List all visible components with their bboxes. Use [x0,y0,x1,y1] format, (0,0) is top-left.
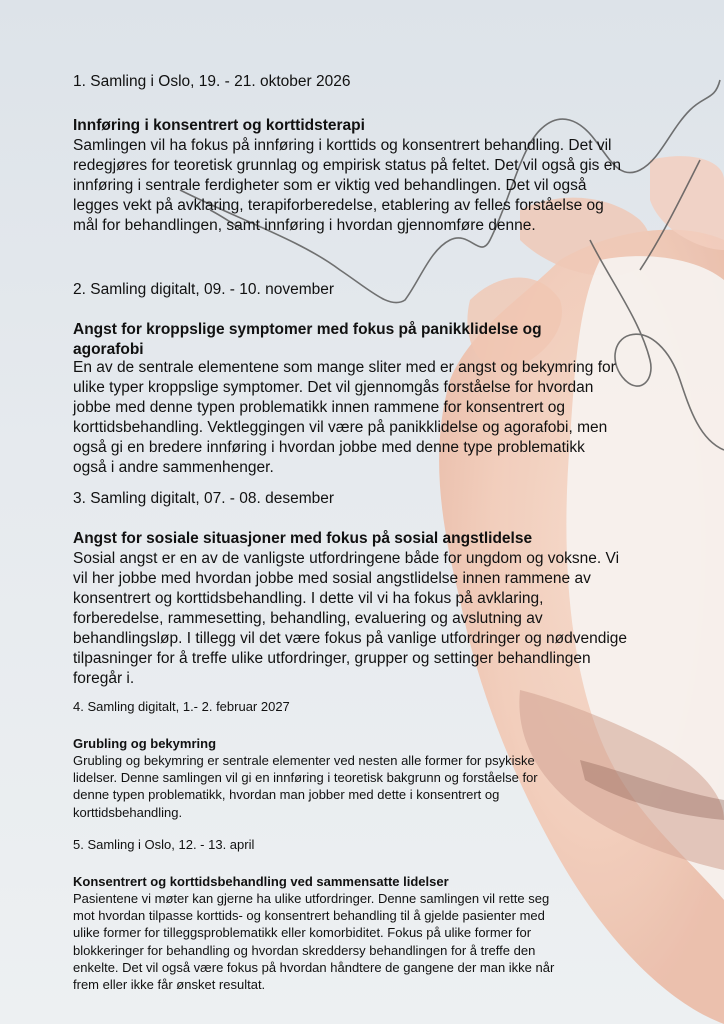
session-1-title: 1. Samling i Oslo, 19. - 21. oktober 2026 [73,73,351,90]
session-4-heading: Grubling og bekymring [73,736,217,751]
session-1-heading: Innføring i konsentrert og korttidsterapi [73,117,365,134]
session-5-heading: Konsentrert og korttidsbehandling ved sammensatte lidelser [73,874,449,889]
session-5-body: Pasientene vi møter kan gjerne ha ulike utfordringer. Denne samlingen vil rette seg mot hvordan tilpasse korttids- og konsentrert behandling til å gjelde pasienter med ulike former for tilleggsproblematikk eller komorbiditet. Fokus på ulike former for blokkeringer for behandling og hvordan skreddersy behandlingen for å treffe den enkelte. Det vil også være fokus på hvordan håndtere de gangene der man ikke når frem eller ikke får ønsket resultat. [73,891,555,993]
session-1-body: Samlingen vil ha fokus på innføring i korttids og konsentrert behandling. Det vil redegjøres for teoretisk grunnlag og empirisk status på feltet. Det vil også gis en innføring i sentrale ferdigheter som er viktig ved behandlingen. Det vil også legges vekt på avklaring, terapiforberedelse, etablering av felles forståelse og mål for behandlingen, samt innføring i hvordan gjennomføre denne. [73,137,621,234]
session-5-title: 5. Samling i Oslo, 12. - 13. april [73,837,255,852]
session-2-body: En av de sentrale elementene som mange sliter med er angst og bekymring for ulike typer kroppslige symptomer. Det vil gjennomgås forståelse for hvordan jobbe med denne typen problematikk innen rammene for konsentrert og korttidsbehandling. Vektleggingen vil være på panikklidelse og agorafobi, men også gi en bredere innføring i hvordan jobbe med denne type problematikk også i andre sammenhenger. [73,359,616,476]
session-2-title: 2. Samling digitalt, 09. - 10. november [73,281,335,298]
session-3-body: Sosial angst er en av de vanligste utfordringene både for ungdom og voksne. Vi vil her jobbe med hvordan jobbe med sosial angstlidelse innen rammene av konsentrert og korttidsbehandling. I dette vil vi ha fokus på avklaring, forberedelse, rammesetting, behandling, evaluering og avslutning av behandlingsløp. I tillegg vil det være fokus på vanlige utfordringer og nødvendige tilpasninger for å treffe ulike utfordringer, grupper og settinger behandlingen foregår i. [73,550,628,687]
session-3-heading: Angst for sosiale situasjoner med fokus på sosial angstlidelse [73,530,533,547]
session-2-heading: Angst for kroppslige symptomer med fokus på panikklidelse og agorafobi [73,321,542,358]
session-4-body: Grubling og bekymring er sentrale elementer ved nesten alle former for psykiske lidelser. Denne samlingen vil gi en innføring i teoretisk bakgrunn og forståelse for denne typen problematikk, hvordan man jobber med dette i konsentrert og korttidsbehandling. [73,753,538,820]
session-4-title: 4. Samling digitalt, 1.- 2. februar 2027 [73,699,290,714]
session-3-title: 3. Samling digitalt, 07. - 08. desember [73,490,335,507]
